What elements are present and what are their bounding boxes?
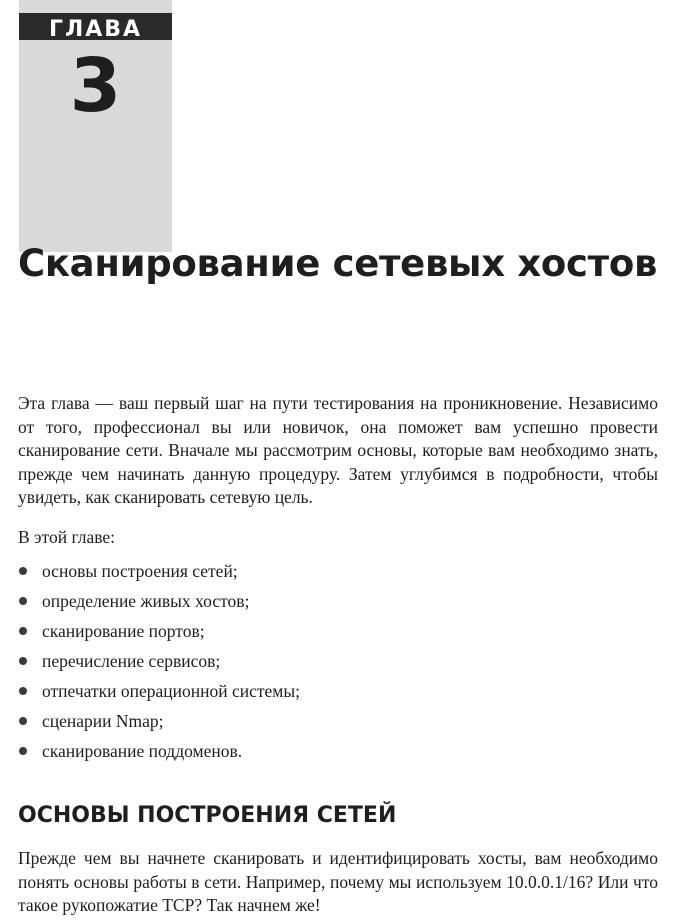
bullet-icon [19, 747, 27, 755]
list-item [18, 586, 300, 616]
list-item-text: определение живых хостов; [42, 591, 250, 611]
list-item-text: основы построения сетей; [42, 561, 238, 581]
list-item [18, 706, 300, 736]
intro-paragraph: Эта глава — ваш первый шаг на пути тестирования на проникновение. Независимо от того, профессионал вы или новичок, она поможет вам успешно провести сканирование сети. Вначале мы рассмотрим основы, которые вам необходимо знать, прежде чем начинать данную процедуру. Затем углубимся в подробности, чтобы увидеть, как сканировать сетевую цель. [18, 393, 658, 508]
chapter-title: Сканирование сетевых хостов [18, 242, 658, 285]
bullet-icon [19, 627, 27, 635]
list-item [18, 736, 300, 766]
list-item-text: сценарии Nmap; [42, 711, 164, 731]
bullet-icon [19, 597, 27, 605]
list-item-text: перечисление сервисов; [42, 651, 221, 671]
section-paragraph: Прежде чем вы начнете сканировать и идентифицировать хосты, вам необходимо понять основы работы в сети. Например, почему мы используем 10.0.0.1/16? Или что такое рукопожатие TCP? Так начнем же! [18, 848, 658, 916]
topics-list [18, 556, 300, 766]
section-heading: ОСНОВЫ ПОСТРОЕНИЯ СЕТЕЙ [18, 803, 397, 828]
bullet-icon [19, 717, 27, 725]
bullet-icon [19, 687, 27, 695]
list-item-text: отпечатки операционной системы; [42, 681, 300, 701]
chapter-badge [19, 0, 172, 252]
bullet-icon [19, 567, 27, 575]
chapter-number: 3 [69, 43, 122, 129]
list-item [18, 676, 300, 706]
list-item [18, 556, 300, 586]
list-item [18, 646, 300, 676]
list-item [18, 616, 300, 646]
list-item-text: сканирование поддоменов. [42, 741, 243, 761]
topics-lead: В этой главе: [18, 527, 116, 547]
bullet-icon [19, 657, 27, 665]
list-item-text: сканирование портов; [42, 621, 205, 641]
chapter-label: ГЛАВА [48, 17, 143, 42]
